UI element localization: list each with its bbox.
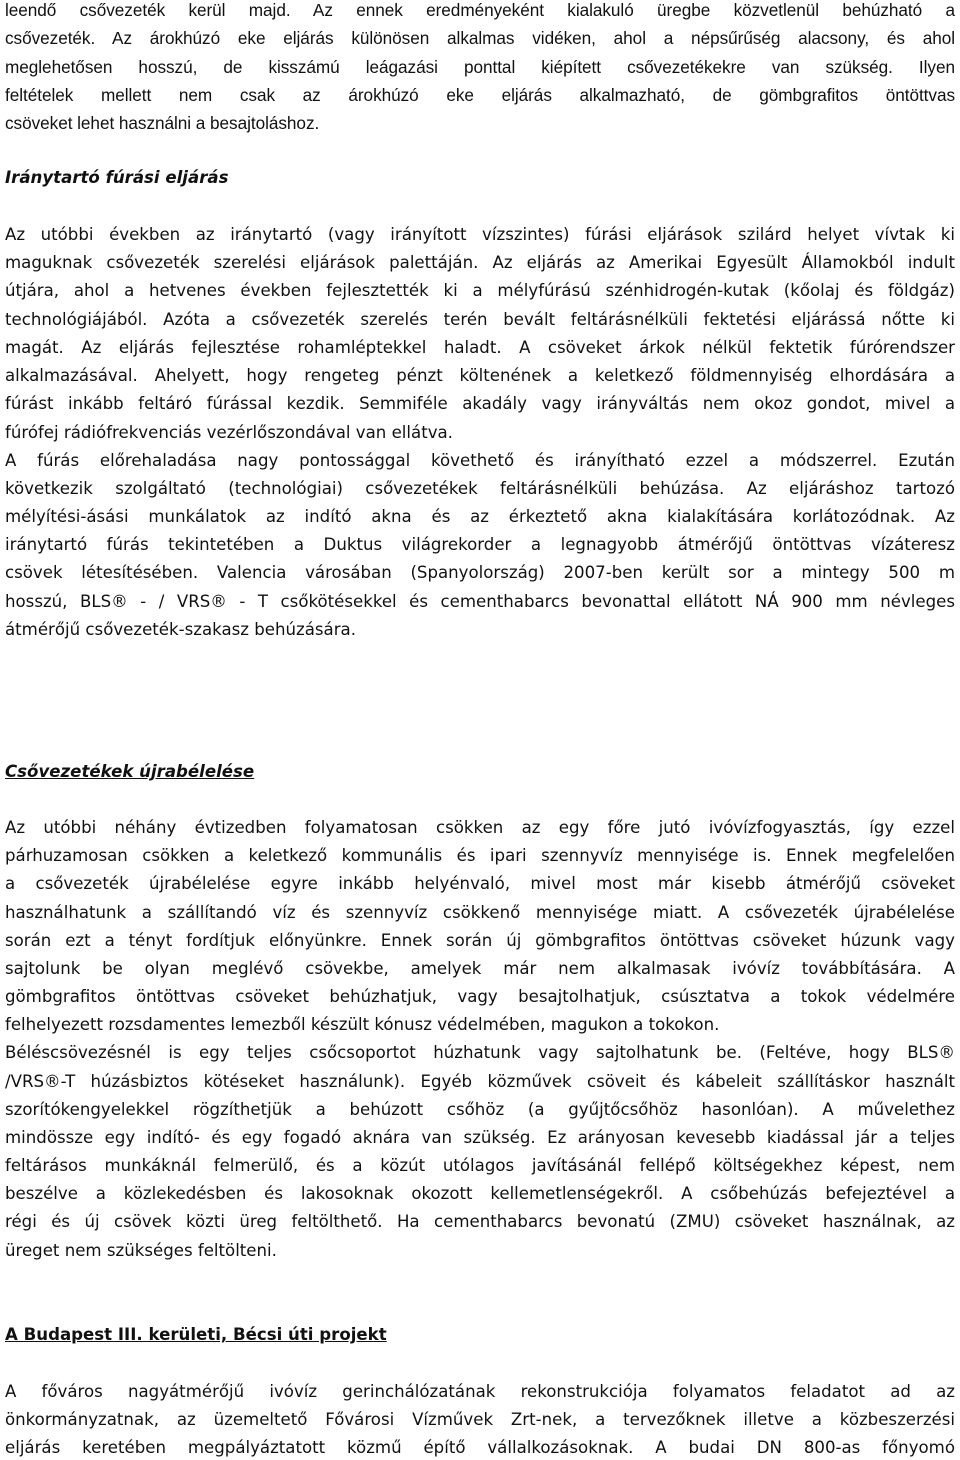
text-line: Az utóbbi években az iránytartó (vagy irányított vízszintes) fúrási eljárások szilárd helyet vívtak ki [5,225,955,244]
text-line: A főváros nagyátmérőjű ivóvíz gerinchálózatának rekonstrukciója folyamatos feladatot ad az [5,1382,955,1401]
text-line: feltételek mellett nem csak az árokhúzó eke eljárás alkalmazható, de gömbgrafitos öntöttvas [5,85,955,105]
text-line: maguknak csővezeték szerelési eljárások palettáján. Az eljárás az Amerikai Egyesült Államokból indult [5,253,955,272]
text-line: iránytartó fúrás tekintetében a Duktus világrekorder a legnagyobb átmérőjű öntöttvas vízáteresz [5,535,955,554]
text-line: sajtolunk be olyan meglévő csövekbe, amelyek már nem alkalmasak ivóvíz továbbítására. A [5,959,955,978]
text-line: mindössze egy indító- és egy fogadó aknára van szükség. Ez arányosan kevesebb kiadással jár a teljes [5,1128,955,1147]
text-line: /VRS®-T húzásbiztos kötéseket használunk). Egyéb közművek csöveit és kábeleit szállításkor használt [5,1072,955,1091]
text-line: következik szolgáltató (technológiai) csővezetékek feltárásnélküli behúzása. Az eljáráshoz tartozó [5,479,955,498]
text-line: fúrást inkább feltáró fúrással kezdik. Semmiféle akadály vagy irányváltás nem okoz gondot, mivel a [5,394,955,413]
text-line: gömbgrafitos öntöttvas csöveket behúzhatjuk, vagy besajtolhatjuk, csúsztatva a tokok védelmére [5,987,955,1006]
text-line: Béléscsövezésnél is egy teljes csőcsoportot húzhatunk vagy sajtolhatunk be. (Feltéve, hogy BLS® [5,1043,955,1062]
text-line: régi és új csövek közti üreg feltölthető. Ha cementhabarcs bevonatú (ZMU) csöveket használnak, az [5,1212,955,1231]
text-line: beszélve a közlekedésben és lakosoknak okozott kellemetlenségekről. A csőbehúzás befejeztével a [5,1184,955,1203]
section-heading-iranytarto: Iránytartó fúrási eljárás [5,168,229,187]
text-line: csővezeték. Az árokhúzó eke eljárás különösen alkalmas vidéken, ahol a népsűrűség alacsony, és ahol [5,28,955,48]
text-line: hosszú, BLS® - / VRS® - T csőkötésekkel és cementhabarcs bevonattal ellátott NÁ 900 mm névleges [5,592,955,611]
text-line: átmérőjű csővezeték-szakasz behúzására. [5,620,356,639]
text-line: párhuzamosan csökken a keletkező kommunális és ipari szennyvíz mennyisége is. Ennek megfelelően [5,846,955,865]
text-line: alkalmazásával. Ahelyett, hogy rengeteg pénzt költenének a keletkező földmennyiség elhordására a [5,366,955,385]
text-line: szorítókengyelekkel rögzíthetjük a behúzott csőhöz (a gyűjtőcsőhöz hasonlóan). A művelethez [5,1100,955,1119]
text-line: magát. Az eljárás fejlesztése rohamléptekkel haladt. A csöveket árkok nélkül fektetik fúrórendszer [5,338,955,357]
text-line: során ezt a tényt fordítjuk előnyünkre. Ennek során új gömbgrafitos öntöttvas csöveket húzunk vagy [5,931,955,950]
text-line: feltárásos munkáknál felmerülő, és a közút utólagos javításánál fellépő költségekhez képest, nem [5,1156,955,1175]
text-line: fúrófej rádiófrekvenciás vezérlőszondával van ellátva. [5,423,453,442]
text-line: üreget nem szükséges feltölteni. [5,1241,277,1260]
text-line: meglehetősen hosszú, de kisszámú leágazási ponttal kiépített csővezetékekre van szükség. Ilyen [5,57,955,77]
section-heading-ujrabeleles: Csővezetékek újrabélelése [5,762,255,781]
text-line: A fúrás előrehaladása nagy pontossággal követhető és irányítható ezzel a módszerrel. Ezután [5,451,955,470]
text-line: csöveket lehet használni a besajtoláshoz. [5,113,320,133]
text-line: leendő csővezeték kerül majd. Az ennek eredményeként kialakuló üregbe közvetlenül behúzható a [5,0,955,20]
text-line: eljárás keretében megpályáztatott közmű építő vállalkozásoknak. A budai DN 800-as főnyomó [5,1438,955,1457]
text-line: mélyítési-ásási munkálatok az indító akna és az érkeztető akna kialakítására korlátozódnak. Az [5,507,955,526]
text-line: Az utóbbi néhány évtizedben folyamatosan csökken az egy főre jutó ivóvízfogyasztás, így ezzel [5,818,955,837]
text-line: útjára, ahol a hetvenes években fejlesztették ki a mélyfúrású szénhidrogén-kutak (kőolaj és földgáz) [5,281,955,300]
text-line: önkormányzatnak, az üzemeltető Fővárosi Vízművek Zrt-nek, a tervezőknek illetve a közbeszerzési [5,1410,955,1429]
text-line: a csővezeték újrabélelése egyre inkább helyénvaló, mivel most már kisebb átmérőjű csöveket [5,874,955,893]
text-line: használhatunk a szállítandó víz és szennyvíz csökkenő mennyisége miatt. A csővezeték újrabélelése [5,903,955,922]
text-line: technológiájából. Azóta a csővezeték szerelés terén bevált feltárásnélküli fektetési eljárássá nőtte ki [5,310,955,329]
section-heading-budapest-projekt: A Budapest III. kerületi, Bécsi úti projekt [5,1325,387,1344]
text-line: felhelyezett rozsdamentes lemezből készült kónusz védelmében, magukon a tokokon. [5,1015,720,1034]
text-line: csövek létesítésében. Valencia városában (Spanyolország) 2007-ben került sor a mintegy 500 m [5,563,955,582]
